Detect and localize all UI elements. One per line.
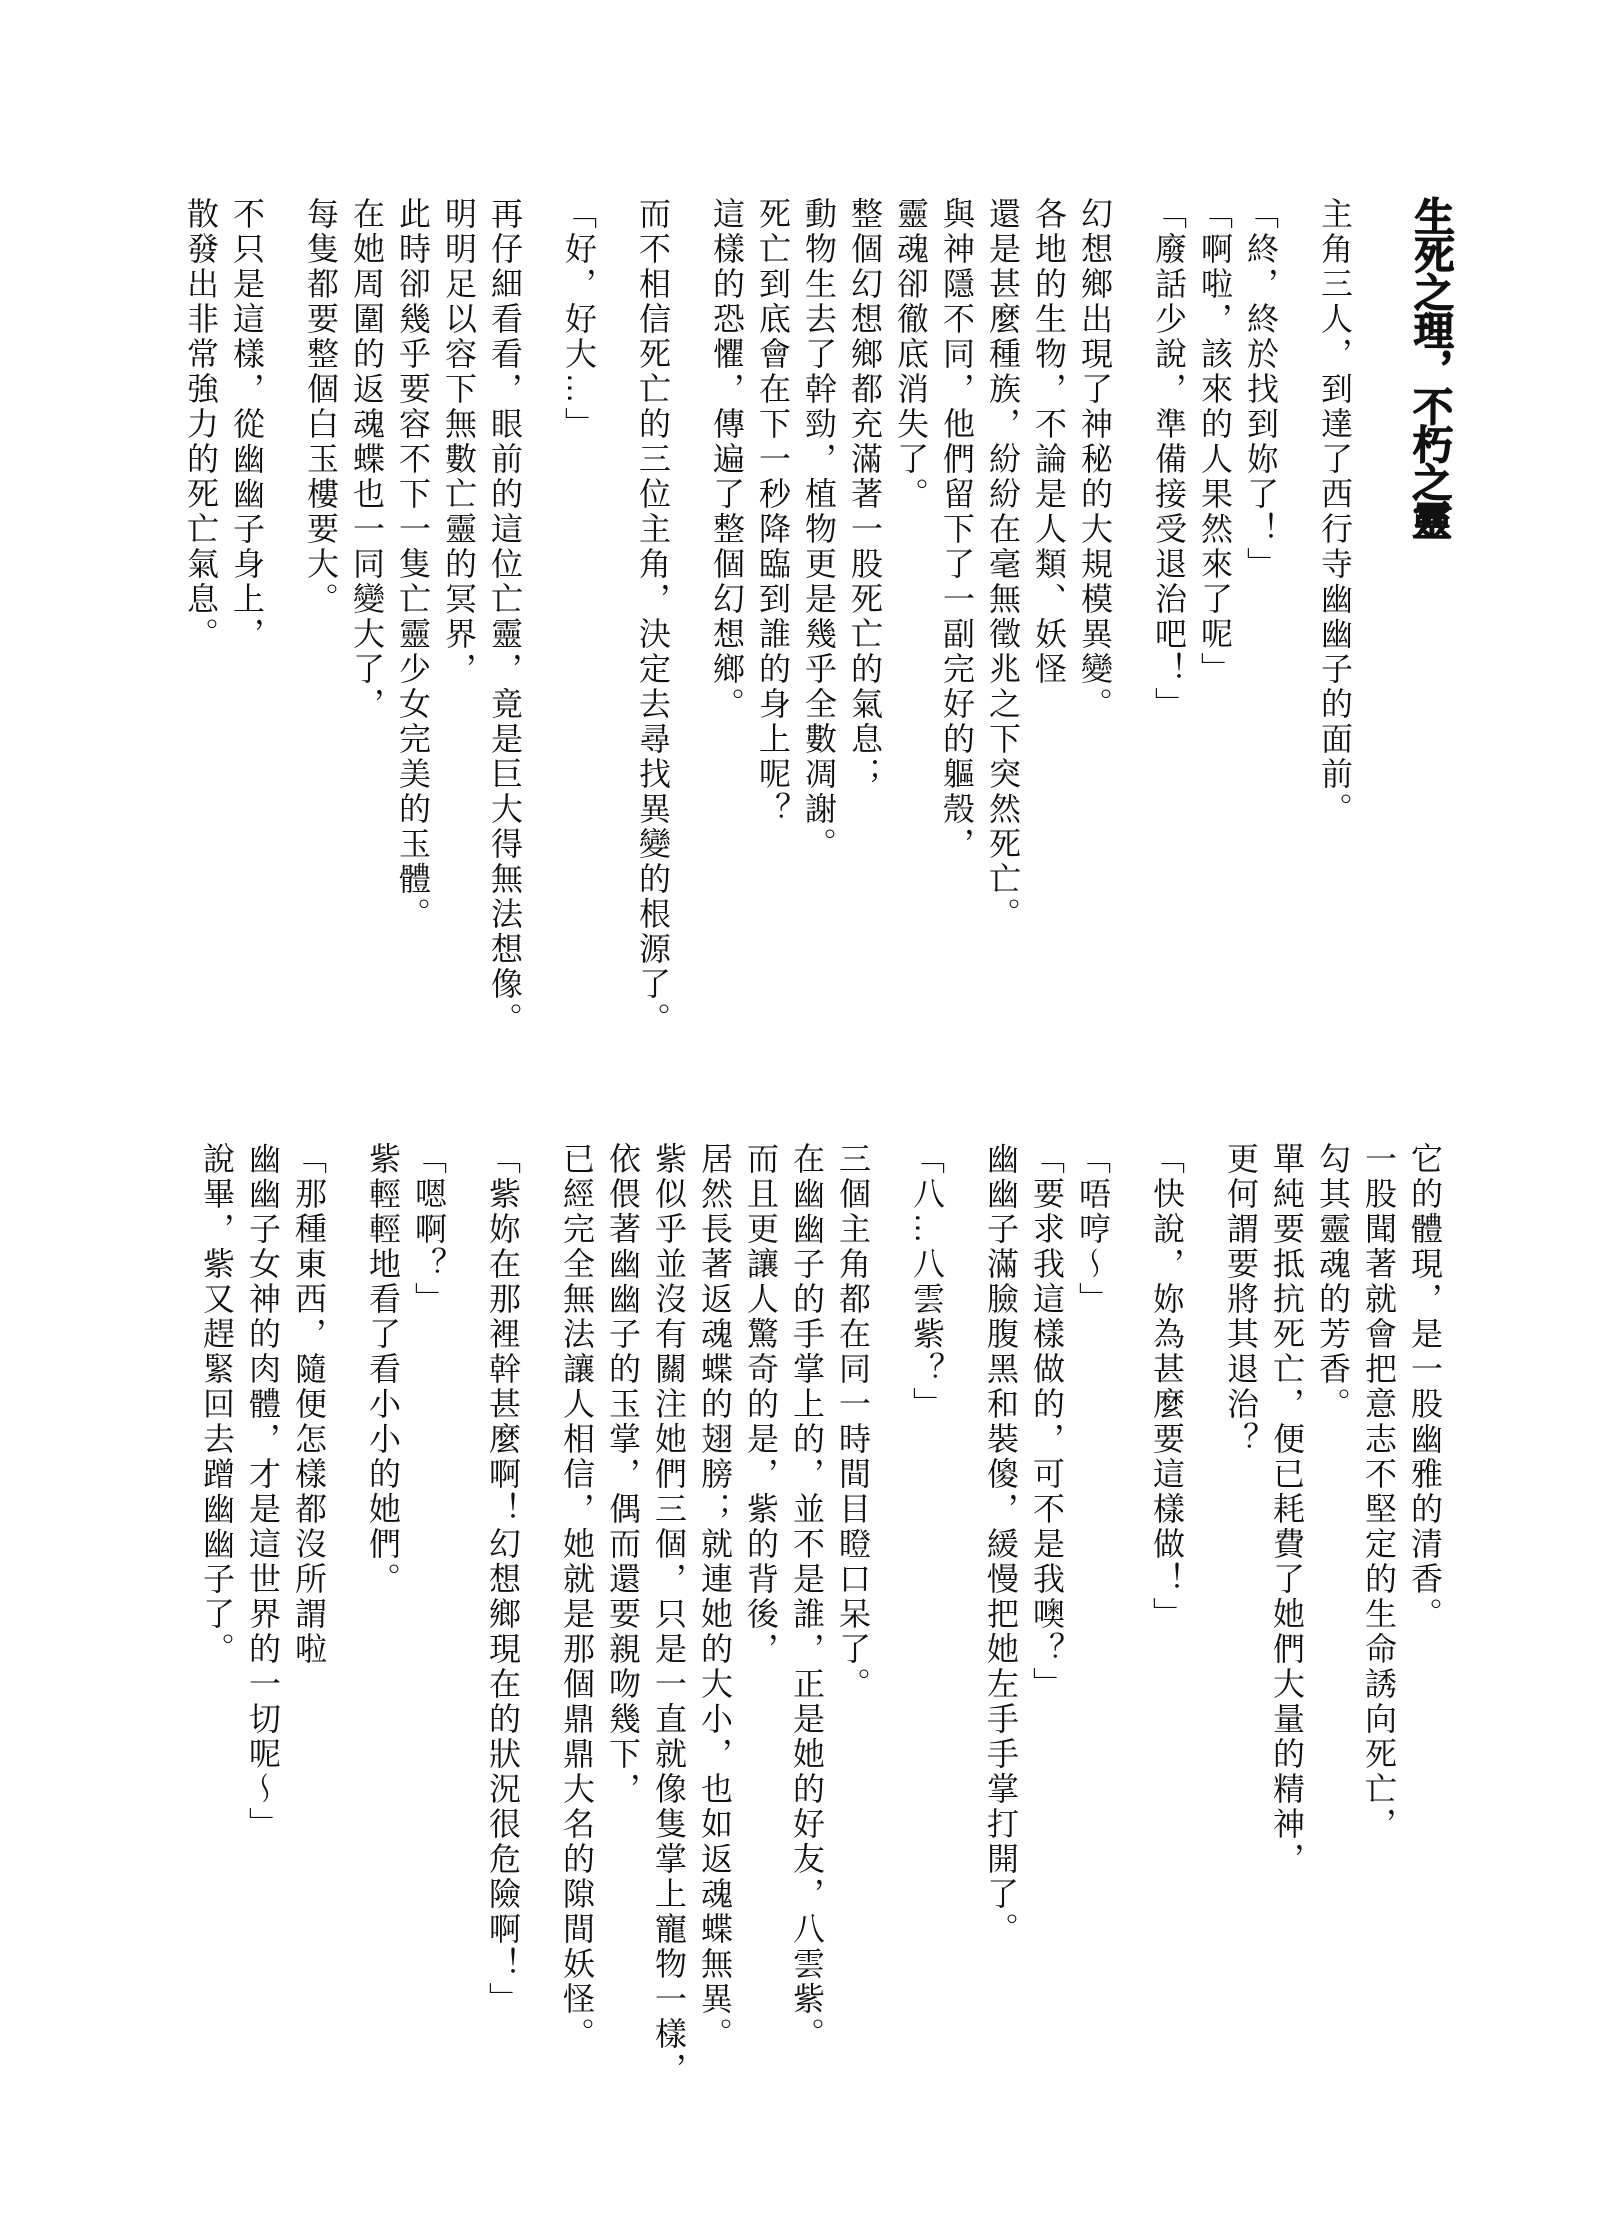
text-column: 已經完全無法讓人相信，她就是那個鼎鼎大名的隙間妖怪。 — [559, 1142, 595, 2052]
text-column: 居然長著返魂蝶的翅膀；就連她的大小，也如返魂蝶無異。 — [697, 1142, 733, 2052]
paragraph — [1146, 197, 1284, 1097]
text-column: 一股聞著就會把意志不堅定的生命誘向死亡， — [1361, 1142, 1397, 1842]
text-column: 在她周圍的返魂蝶也一同變大了， — [349, 197, 385, 722]
paragraph — [556, 197, 602, 1097]
paragraph — [554, 1142, 876, 2122]
text-column: 此時卻幾乎要容不下一隻亡靈少女完美的玉體。 — [395, 197, 431, 932]
text-column: 「終，終於找到妳了！」 — [1243, 197, 1279, 582]
text-column: 每隻都要整個白玉樓要大。 — [303, 197, 339, 617]
paragraph — [360, 1142, 452, 2122]
text-column: 紫似乎並沒有關注她們三個，只是一直就像隻掌上寵物一樣， — [651, 1142, 687, 2087]
text-column: 「嗯啊？」 — [411, 1142, 447, 1317]
paragraph — [1144, 1142, 1190, 2122]
paragraph — [480, 1142, 526, 2122]
text-column: 這樣的恐懼，傳遍了整個幻想鄉。 — [709, 197, 745, 722]
text-column: 幽幽子女神的肉體，才是這世界的一切呢～」 — [245, 1142, 281, 1842]
text-column: 紫輕輕地看了看小小的她們。 — [365, 1142, 401, 1597]
text-column: 與神隱不同，他們留下了一副完好的軀殼， — [939, 197, 975, 862]
paragraph — [1218, 1142, 1448, 2122]
paragraph — [704, 197, 1118, 1097]
text-column: 散發出非常強力的死亡氣息。 — [183, 197, 219, 652]
text-column: 而且更讓人驚奇的是，紫的背後， — [743, 1142, 779, 1667]
text-column: 幻想鄉出現了神秘的大規模異變。 — [1077, 197, 1113, 722]
paragraph — [298, 197, 528, 1097]
text-column: 「啊啦，該來的人果然來了呢」 — [1197, 197, 1233, 687]
text-column: 死亡到底會在下一秒降臨到誰的身上呢？ — [755, 197, 791, 827]
page-title: 生死之理，不朽之靈 — [1406, 195, 1454, 539]
text-column: 「八…八雲紫？」 — [909, 1142, 945, 1422]
paragraph — [904, 1142, 950, 2122]
text-column: 整個幻想鄉都充滿著一股死亡的氣息； — [847, 197, 883, 792]
text-column: 「那種東西，隨便怎樣都沒所謂啦 — [291, 1142, 327, 1667]
text-column: 各地的生物，不論是人類、妖怪 — [1031, 197, 1067, 687]
text-column: 「唔哼～」 — [1075, 1142, 1111, 1317]
text-column: 還是甚麼種族，紛紛在毫無徵兆之下突然死亡。 — [985, 197, 1021, 932]
text-column: 不只是這樣，從幽幽子身上， — [229, 197, 265, 652]
paragraph — [630, 197, 676, 1097]
text-column: 「廢話少說，準備接受退治吧！」 — [1151, 197, 1187, 722]
text-column: 明明足以容下無數亡靈的冥界， — [441, 197, 477, 687]
paragraph — [1312, 197, 1358, 1097]
text-column: 三個主角都在同一時間目瞪口呆了。 — [835, 1142, 871, 1702]
text-column: 說畢，紫又趕緊回去蹭幽幽子了。 — [199, 1142, 235, 1667]
text-column: 勾其靈魂的芳香。 — [1315, 1142, 1351, 1422]
text-column: 動物生去了幹勁，植物更是幾乎全數凋謝。 — [801, 197, 837, 862]
paragraph — [978, 1142, 1116, 2122]
text-column: 「好，好大…」 — [561, 197, 597, 442]
text-column: 「要求我這樣做的，可不是我噢？」 — [1029, 1142, 1065, 1702]
text-column: 依偎著幽幽子的玉掌，偶而還要親吻幾下， — [605, 1142, 641, 1807]
text-column: 更何謂要將其退治？ — [1223, 1142, 1259, 1457]
story-section-upper — [178, 197, 1358, 1097]
paragraph — [178, 197, 270, 1097]
story-section-lower — [194, 1142, 1448, 2122]
text-column: 在幽幽子的手掌上的，並不是誰，正是她的好友，八雲紫。 — [789, 1142, 825, 2052]
text-column: 它的體現，是一股幽雅的清香。 — [1407, 1142, 1443, 1632]
text-column: 「快說，妳為甚麼要這樣做！」 — [1149, 1142, 1185, 1632]
text-column: 而不相信死亡的三位主角，決定去尋找異變的根源了。 — [635, 197, 671, 1037]
paragraph — [194, 1142, 332, 2122]
text-column: 「紫妳在那裡幹甚麼啊！幻想鄉現在的狀況很危險啊！」 — [485, 1142, 521, 2017]
text-column: 幽幽子滿臉腹黑和裝傻，緩慢把她左手手掌打開了。 — [983, 1142, 1019, 1947]
text-column: 單純要抵抗死亡，便已耗費了她們大量的精神， — [1269, 1142, 1305, 1877]
text-column: 靈魂卻徹底消失了。 — [893, 197, 929, 512]
text-column: 再仔細看看，眼前的這位亡靈，竟是巨大得無法想像。 — [487, 197, 523, 1037]
text-column: 主角三人，到達了西行寺幽幽子的面前。 — [1317, 197, 1353, 827]
